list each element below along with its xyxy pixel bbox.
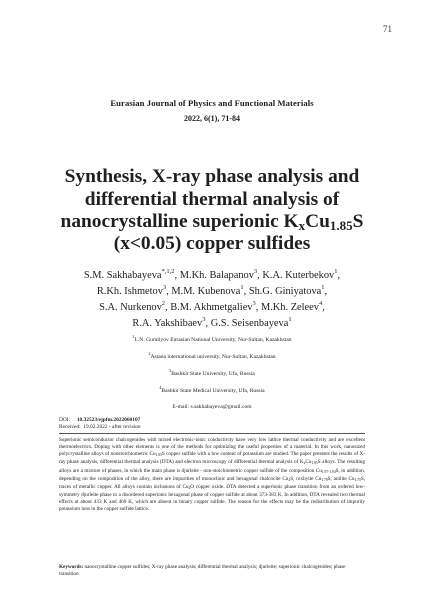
author-name: S.A. Nurkenov xyxy=(99,302,162,313)
author-line-3 xyxy=(0,300,424,316)
author-line-2 xyxy=(0,284,424,300)
author-affiliation-mark: 3 xyxy=(162,284,167,291)
author-affiliation-mark: 1 xyxy=(240,284,244,291)
author-separator: , xyxy=(174,270,180,281)
author-separator: , xyxy=(255,302,261,313)
paper-title-line-2: differential thermal analysis of xyxy=(84,189,340,210)
received-line: Received: 19.02.2022 - after revision xyxy=(59,424,141,430)
journal-issue: 2022, 6(1), 71-84 xyxy=(184,114,240,123)
author-separator: , xyxy=(243,286,249,297)
journal-name: Eurasian Journal of Physics and Functional Materials xyxy=(110,98,314,108)
author-affiliation-mark: 3 xyxy=(202,316,206,323)
affiliation: $^4$Bashkir State Medical University, Ufa, Russia xyxy=(159,385,265,394)
author-name: M.Kh. Balapanov xyxy=(179,270,254,281)
title-formula-part-a: nanocrystalline superionic K xyxy=(60,211,299,232)
author-separator: , xyxy=(257,270,263,281)
author-affiliation-mark: 3 xyxy=(252,300,256,307)
abstract: Superionic semiconductor chalcogenides with mixed electronic-ionic conductivity have very low lattice thermal conductivity and are excellent thermoelectrics. Doping with other elements is one of the methods for optimizing the useful properties of a material. In this work, nanosized polycrystalline alloys of nonstoichiometric $Cu_{1.85}S$ copper sulfide with a low content of potassium are studied. The paper presents the results of X-ray phase analysis, differential thermal analysis (DTA) and electron microscopy of differential thermal analysis of $K_xCu_{1.85}S$ alloys. The resulting alloys are a mixture of phases, in which the main phase is djurleite - non-stoichiometric copper sulfide of the composition $Cu_{1.97-1.94}S$, in addition, depending on the composition of the alloy, there are impurities of monoclinic and hexagonal chalcocite $Cu_2S$, roxbyite $Cu_{1.78}S$, anilite $Cu_{1.75}S$, traces of metallic copper. All alloys contain inclusions of $Cu_2O$ copper oxide. DTA detected a superionic phase transition from an ordered low-symmetry djurleite phase to a disordered superionic hexagonal phase of copper sulfide at about 373-383 K. In addition, DTA revealed two thermal effects at about 433 K and 460 K, which are absent in binary copper sulfide. The reason for the effects may be the redistribution of impurity potassium ions in the copper sulfide lattice. xyxy=(59,437,366,513)
author-name: R.Kh. Ishmetov xyxy=(96,286,163,297)
paper-title-line-1: Synthesis, X-ray phase analysis and xyxy=(64,166,360,187)
author-name: S.M. Sakhabayeva xyxy=(83,270,162,281)
author-affiliation-mark: 4 xyxy=(318,300,323,307)
affiliation: $^3$Bashkir State University, Ufa, Russia xyxy=(169,368,255,377)
author-line-4 xyxy=(0,316,424,332)
author-name: M.M. Kubenova xyxy=(171,286,241,297)
title-formula-sub-185: 1.85 xyxy=(329,218,353,233)
affiliation: $^2$Astana international university, Nur-Sultan, Kazakhstan xyxy=(148,351,276,360)
paper-title-line-4: (x<0.05) copper sulfides xyxy=(113,233,311,254)
title-formula-sub-x: x xyxy=(298,218,306,233)
author-separator: , xyxy=(337,270,341,281)
affiliation: $^1$L.N. Gumilyov Eurasian National University, Nur-Sultan, Kazakhstan xyxy=(132,334,292,343)
keywords-text: nanocrystalline copper sulfides; X-ray phase analysis; differential thermal analysis; djurleite; superionic chalcogenides; phase transition xyxy=(59,564,346,578)
author-affiliation-mark: *,1,2 xyxy=(161,268,175,275)
corresponding-email: E-mail: s.sakhabayeva@gmail.com xyxy=(172,404,252,410)
page-number: 71 xyxy=(383,24,392,34)
author-separator: , xyxy=(324,286,328,297)
author-separator: , xyxy=(165,302,171,313)
doi-link[interactable]: 10.32523/ejpfm.2022060107 xyxy=(76,417,141,423)
author-separator: , xyxy=(205,318,211,329)
section-divider xyxy=(59,433,365,434)
author-affiliation-mark: 2 xyxy=(161,300,166,307)
keywords-label: Keywords: xyxy=(59,564,84,570)
author-name: K.A. Kuterbekov xyxy=(262,270,335,281)
author-name: B.M. Akhmetgaliev xyxy=(170,302,253,313)
author-name: R.A. Yakshibaev xyxy=(132,318,203,329)
author-affiliation-mark: 3 xyxy=(253,268,258,275)
author-name: G.S. Seisenbayeva xyxy=(210,318,289,329)
author-name: Sh.G. Giniyatova xyxy=(248,286,322,297)
author-separator: , xyxy=(166,286,172,297)
title-formula-part-c: S xyxy=(352,211,364,232)
author-affiliation-mark: 1 xyxy=(334,268,338,275)
doi-line: DOI: 10.32523/ejpfm.2022060107 xyxy=(59,417,141,423)
author-name: M.Kh. Zeleev xyxy=(260,302,319,313)
author-affiliation-mark: 1 xyxy=(288,316,292,323)
author-separator: , xyxy=(322,302,325,313)
author-affiliation-mark: 1 xyxy=(321,284,325,291)
title-formula-part-b: Cu xyxy=(305,211,330,232)
author-line-1 xyxy=(0,268,424,284)
keywords xyxy=(59,564,365,578)
